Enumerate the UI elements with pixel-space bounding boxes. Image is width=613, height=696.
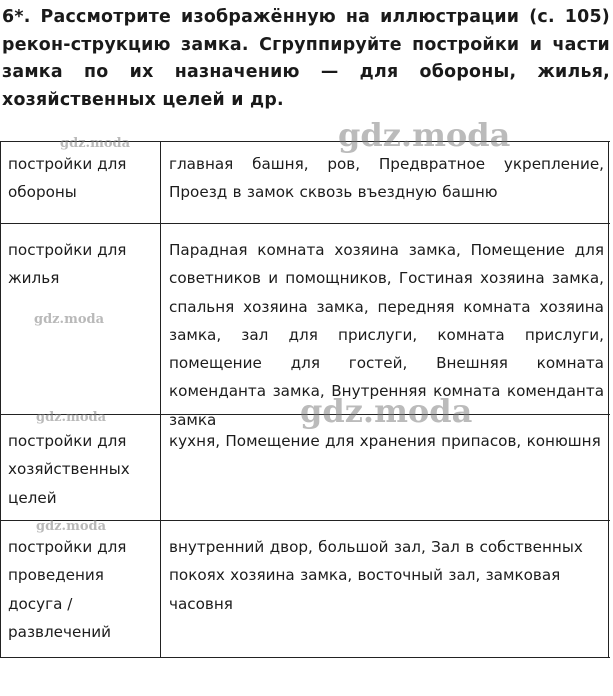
task-text: 6*. Рассмотрите изображённую на иллюстрации (с. 105) рекон-струкцию замка. Сгруппируйте постройки и части замка по их назначению — для обороны, жилья, хозяйственных целей и др. [2, 7, 610, 110]
table-row [0, 142, 610, 223]
items-cell: главная башня, ров, Предвратное укрепление, Проезд в замок сквозь въездную башню [169, 155, 604, 202]
table-row [0, 521, 610, 657]
items-cell: кухня, Помещение для хранения припасов, конюшня [169, 432, 601, 450]
table-row [0, 415, 610, 520]
category-cell: постройки для обороны [8, 155, 127, 202]
watermark: gdz.moda [36, 519, 107, 534]
items-cell: внутренний двор, большой зал, Зал в собственных покоях хозяина замка, восточный зал, замковая часовня [169, 538, 583, 613]
category-cell: постройки для проведения досуга / развлечений [8, 538, 127, 641]
answer-table [0, 141, 610, 658]
category-cell: постройки для хозяйственных целей [8, 432, 130, 507]
category-cell: постройки для жилья [8, 241, 127, 288]
watermark: gdz.moda [300, 392, 473, 430]
watermark: gdz.moda [338, 116, 511, 154]
watermark: gdz.moda [60, 136, 131, 151]
watermark: gdz.moda [34, 312, 105, 327]
watermark: gdz.moda [36, 410, 107, 425]
items-cell: Парадная комната хозяина замка, Помещение для советников и помощников, Гостиная хозяина замка, спальня хозяина замка, передняя комната хозяина замка, зал для прислуги, комната прислуги, помещение для гостей, Внешняя комната коменданта замка, Внутренняя комната коменданта замка [169, 241, 604, 429]
